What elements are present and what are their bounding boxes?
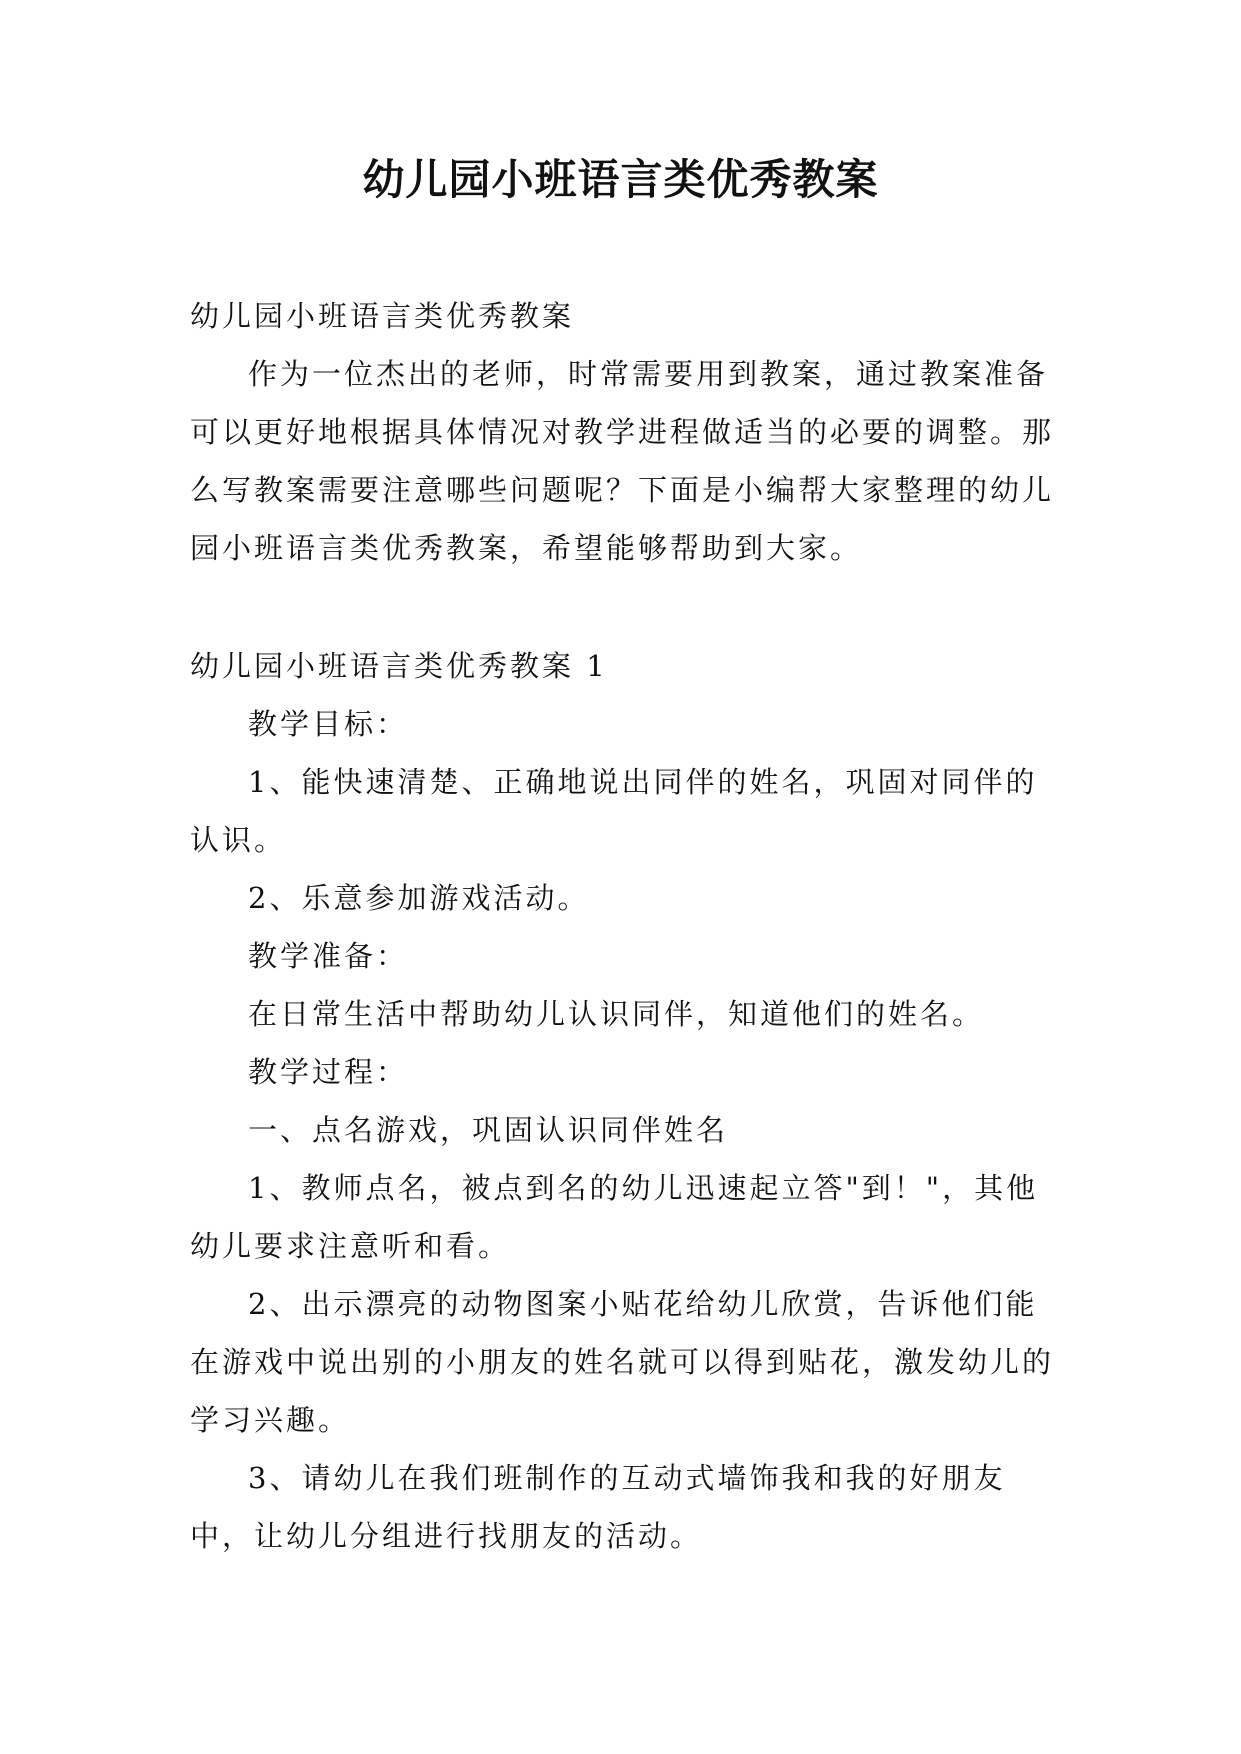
intro-heading: 幼儿园小班语言类优秀教案 [190,299,575,333]
teaching-prep-label: 教学准备： [248,939,409,973]
intro-section [190,287,1056,577]
process-item-3: 3、请幼儿在我们班制作的互动式墙饰我和我的好朋友中，让幼儿分组进行找朋友的活动。 [190,1461,1006,1553]
teaching-goals-label: 教学目标： [248,707,409,741]
goal-2: 2、乐意参加游戏活动。 [248,881,590,915]
goal-1: 1、能快速清楚、正确地说出同伴的姓名，巩固对同伴的认识。 [190,765,1038,857]
process-item-1: 1、教师点名，被点到名的幼儿迅速起立答"到！"，其他幼儿要求注意听和看。 [190,1171,1039,1263]
teaching-process-label: 教学过程： [248,1055,409,1089]
section-1 [190,637,1056,1565]
process-item-2: 2、出示漂亮的动物图案小贴花给幼儿欣赏，告诉他们能在游戏中说出别的小朋友的姓名就可以得到贴花，激发幼儿的学习兴趣。 [190,1287,1055,1437]
teaching-prep-text: 在日常生活中帮助幼儿认识同伴，知道他们的姓名。 [248,997,985,1031]
section-1-heading: 幼儿园小班语言类优秀教案 1 [190,649,608,683]
page-title: 幼儿园小班语言类优秀教案 [362,155,879,204]
intro-paragraph: 作为一位杰出的老师，时常需要用到教案，通过教案准备可以更好地根据具体情况对教学进程做适当的必要的调整。那么写教案需要注意哪些问题呢？下面是小编帮大家整理的幼儿园小班语言类优秀教案，希望能够帮助到大家。 [190,357,1055,565]
process-step-heading: 一、点名游戏，巩固认识同伴姓名 [248,1113,729,1147]
